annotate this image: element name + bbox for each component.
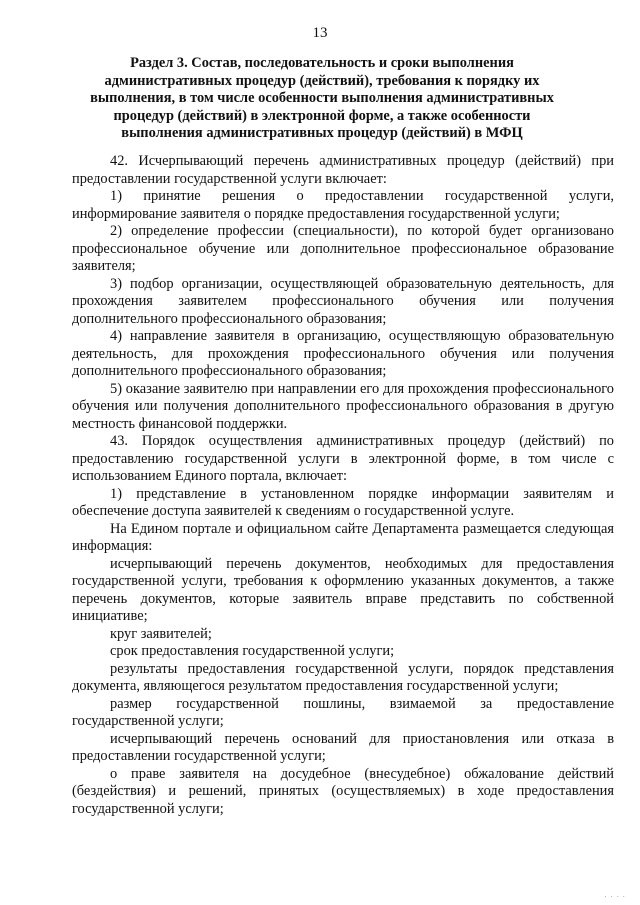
section-title: Раздел 3. Состав, последовательность и сроки выполнения административных процедур (действий), требования к порядку их выполнения, в том числе особенности выполнения административных процедур (действий) в электронной форме, а также особенности выполнения административных процедур (действий) в МФЦ [90,55,554,142]
paragraph: 43. Порядок осуществления административных процедур (действий) по предоставлению государственной услуги в электронной форме, в том числе с использованием Единого портала, включает: [72,433,614,484]
document-body [72,153,614,818]
paragraph: исчерпывающий перечень документов, необходимых для предоставления государственной услуги, требования к оформлению указанных документов, а также перечень документов, которые заявитель вправе представить по собственной инициативе; [72,555,614,624]
paragraph: 5) оказание заявителю при направлении его для прохождения профессионального обучения или получения дополнительного профессионального образования в другую местность финансовой поддержки. [72,380,614,432]
paragraph: размер государственной пошлины, взимаемой за предоставление государственной услуги; [72,695,614,729]
paragraph: 4) направление заявителя в организацию, осуществляющую образовательную деятельность, для прохождения профессионального обучения или получения дополнительного профессионального образования; [72,328,614,379]
paragraph: На Едином портале и официальном сайте Департамента размещается следующая информация: [72,520,614,554]
paragraph: 1) представление в установленном порядке информации заявителям и обеспечение доступа заявителей к сведениям о государственной услуге. [72,485,614,519]
paragraph: срок предоставления государственной услуги; [110,643,395,659]
paragraph: результаты предоставления государственной услуги, порядок представления документа, являющегося результатом предоставления государственной услуги; [72,660,614,694]
paragraph: 1) принятие решения о предоставлении государственной услуги, информирование заявителя о порядке предоставления государственной услуги; [72,188,614,222]
corner-mark: · · · · [604,893,626,901]
paragraph: исчерпывающий перечень оснований для приостановления или отказа в предоставлении государственной услуги; [72,730,614,764]
paragraph: 42. Исчерпывающий перечень административных процедур (действий) при предоставлении государственной услуги включает: [72,153,614,187]
paragraph: о праве заявителя на досудебное (внесудебное) обжалование действий (бездействия) и решений, принятых (осуществляемых) в ходе предоставления государственной услуги; [72,765,614,817]
paragraph: 3) подбор организации, осуществляющей образовательную деятельность, для прохождения заявителем профессионального обучения или получения дополнительного профессионального образования; [72,275,614,327]
page-number: 13 [312,25,328,41]
paragraph: 2) определение профессии (специальности), по которой будет организовано профессиональное обучение или дополнительное профессиональное образование заявителя; [72,223,614,274]
paragraph: круг заявителей; [110,625,212,642]
